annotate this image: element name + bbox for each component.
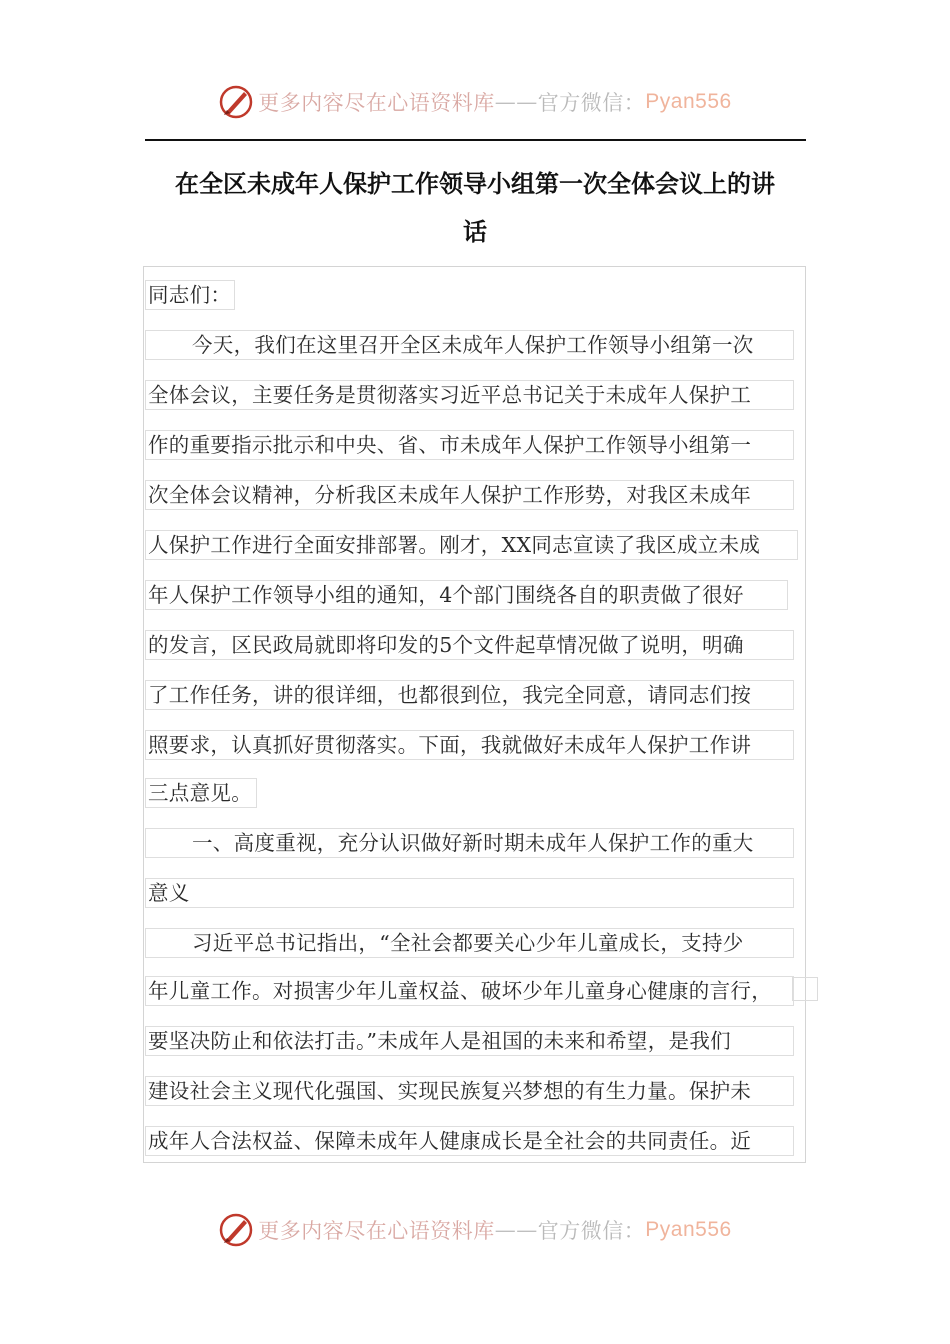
text-line: 全体会议，主要任务是贯彻落实习近平总书记关于未成年人保护工 (145, 380, 794, 410)
section-heading-line: 意义 (145, 878, 794, 908)
title-line-1: 在全区未成年人保护工作领导小组第一次全体会议上的讲 (175, 170, 775, 198)
footer-banner (0, 1210, 950, 1250)
text-line: 习近平总书记指出，“全社会都要关心少年儿童成长，支持少 (145, 928, 794, 958)
text-line: 照要求，认真抓好贯彻落实。下面，我就做好未成年人保护工作讲 (145, 730, 794, 760)
text-line: 年人保护工作领导小组的通知，4个部门围绕各自的职责做了很好 (145, 580, 788, 610)
header-separator: —— (494, 90, 538, 114)
title-line-2: 话 (463, 218, 487, 246)
text-line: 的发言，区民政局就即将印发的5个文件起草情况做了说明，明确 (145, 630, 794, 660)
text-line: 作的重要指示批示和中央、省、市未成年人保护工作领导小组第一 (145, 430, 794, 460)
text-line: 三点意见。 (145, 778, 257, 808)
footer-separator: —— (494, 1218, 538, 1242)
header-rule (145, 139, 806, 141)
section-heading-line: 一、高度重视，充分认识做好新时期未成年人保护工作的重大 (145, 828, 794, 858)
header-slogan: 更多内容尽在心语资料库 (258, 91, 495, 115)
footer-slogan: 更多内容尽在心语资料库 (258, 1219, 495, 1243)
footer-wechat-label: 官方微信： (537, 1219, 646, 1243)
overflow-marker (792, 977, 818, 1001)
text-line: 年儿童工作。对损害少年儿童权益、破坏少年儿童身心健康的言行， (145, 976, 794, 1006)
pen-logo-icon (218, 84, 254, 120)
text-line: 同志们： (145, 280, 235, 310)
text-line: 人保护工作进行全面安排部署。刚才，XX同志宣读了我区成立未成 (145, 530, 798, 560)
text-line: 次全体会议精神，分析我区未成年人保护工作形势，对我区未成年 (145, 480, 794, 510)
pen-logo-icon (218, 1212, 254, 1248)
header-wechat-id: Pyan556 (645, 90, 732, 113)
header-banner (0, 82, 950, 122)
text-line: 了工作任务，讲的很详细，也都很到位，我完全同意，请同志们按 (145, 680, 794, 710)
text-line: 成年人合法权益、保障未成年人健康成长是全社会的共同责任。近 (145, 1126, 794, 1156)
page-title (150, 160, 800, 256)
text-line: 今天，我们在这里召开全区未成年人保护工作领导小组第一次 (145, 330, 794, 360)
footer-wechat-id: Pyan556 (645, 1218, 732, 1241)
text-line: 建设社会主义现代化强国、实现民族复兴梦想的有生力量。保护未 (145, 1076, 794, 1106)
text-line: 要坚决防止和依法打击。”未成年人是祖国的未来和希望，是我们 (145, 1026, 794, 1056)
header-wechat-label: 官方微信： (537, 91, 646, 115)
